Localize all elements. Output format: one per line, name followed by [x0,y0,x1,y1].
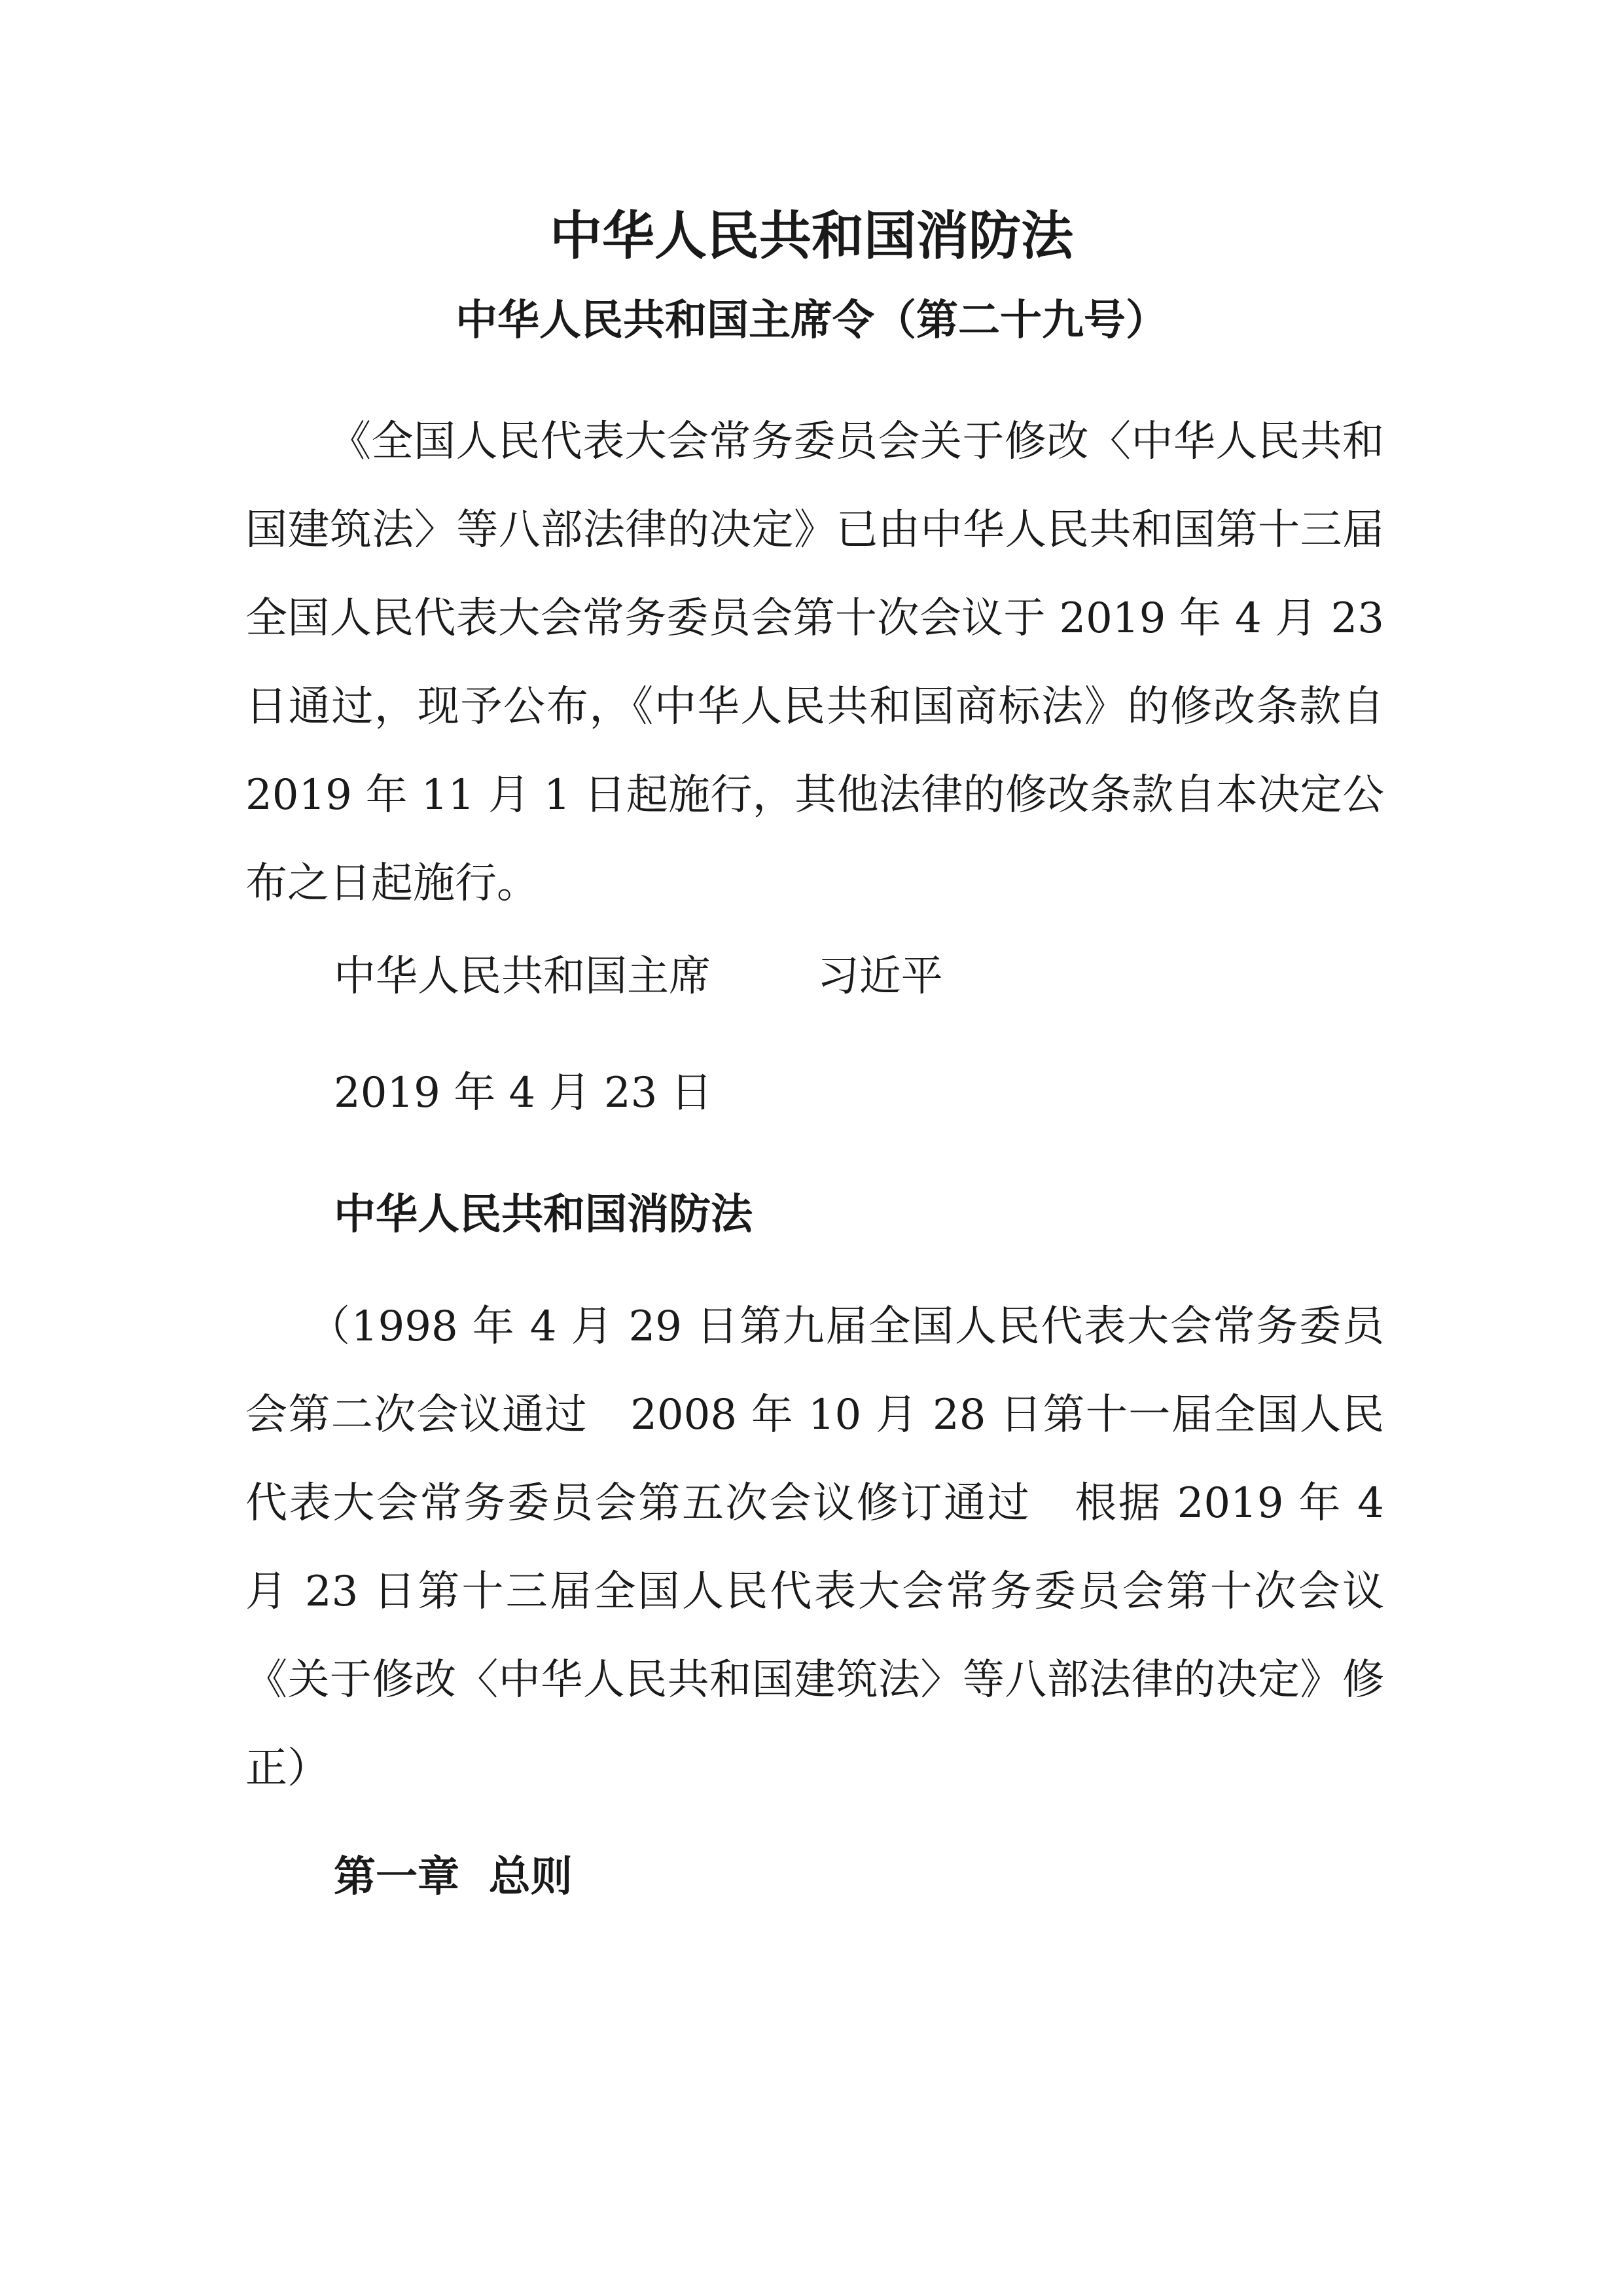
chapter-number: 第一章 [334,1852,459,1901]
history-paragraph: （1998 年 4 月 29 日第九届全国人民代表大会常务委员会第二次会议通过 2008 年 10 月 28 日第十一届全国人民代表大会常务委员会第五次会议修订通过 根据 2019 年 4 月 23 日第十三届全国人民代表大会常务委员会第十次会议《关于修改〈中华人民共和国建筑法〉等八部法律的决定》修正） [245,1302,1384,1793]
chapter-heading [334,1833,573,1921]
law-title: 中华人民共和国消防法 [334,1190,753,1239]
chapter-title: 总则 [488,1852,573,1901]
decree-paragraph: 《全国人民代表大会常务委员会关于修改〈中华人民共和国建筑法〉等八部法律的决定》已由中华人民共和国第十三届全国人民代表大会常务委员会第十次会议于 2019 年 4 月 23 日通过，现予公布，《中华人民共和国商标法》的修改条款自 2019 年 11 月 1 日起施行，其他法律的修改条款自本决定公布之日起施行。 [245,418,1384,908]
signature-line [334,933,943,1021]
document-title: 中华人民共和国消防法 [550,205,1073,266]
signatory-name: 习近平 [817,952,943,1001]
decree-date: 2019 年 4 月 23 日 [334,1069,713,1117]
signatory-title: 中华人民共和国主席 [334,952,711,1001]
document-subtitle: 中华人民共和国主席令（第二十九号） [455,296,1168,345]
